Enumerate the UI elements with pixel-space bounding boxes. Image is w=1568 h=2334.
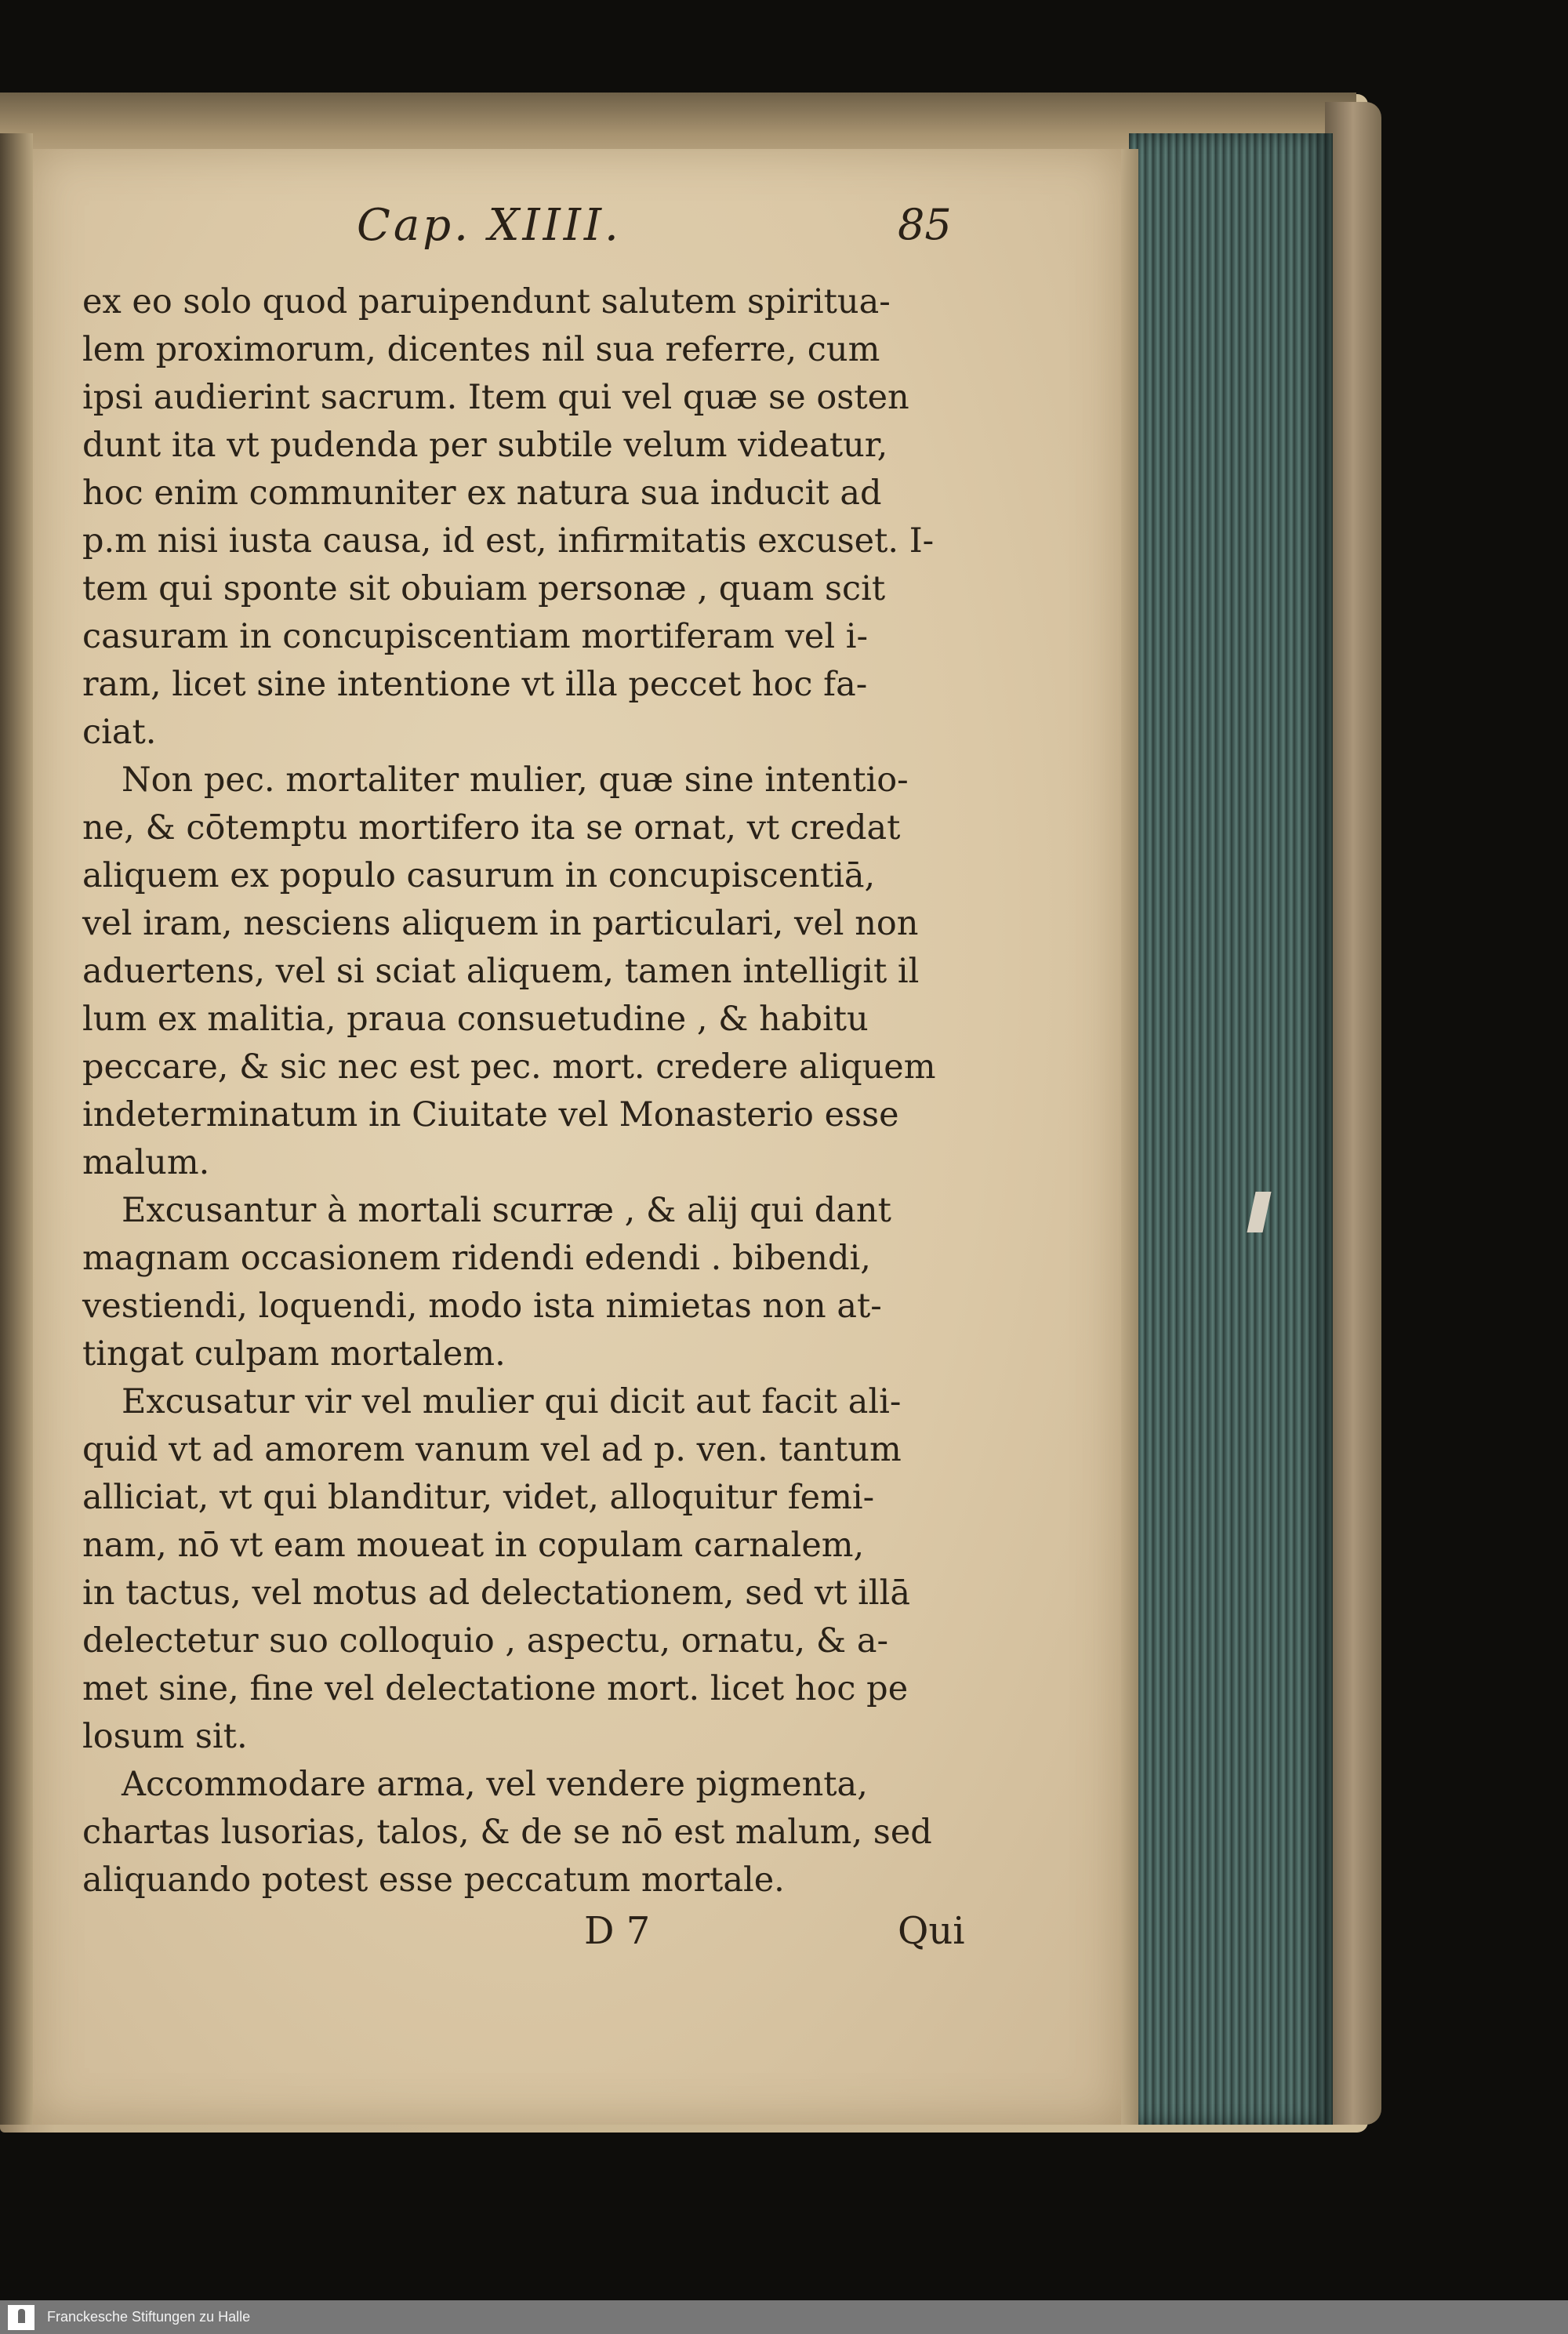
text-line: peccare, & sic nec est pec. mort. credere aliquem — [82, 1047, 936, 1087]
binding-edge — [0, 133, 33, 2125]
text-line: chartas lusorias, talos, & de se nō est malum, sed — [82, 1813, 932, 1852]
chapter-heading: Cap. XIIII. — [357, 200, 622, 251]
text-line: tem qui sponte sit obuiam personæ , quam scit — [82, 569, 886, 608]
text-line: ipsi audierint sacrum. Item qui vel quæ se osten — [82, 378, 909, 417]
page-number: 85 — [898, 200, 952, 249]
text-line: dunt ita vt pudenda per subtile velum videatur, — [82, 426, 888, 465]
text-line: Excusantur à mortali scurræ , & alij qui dant — [122, 1191, 891, 1230]
text-line: ex eo solo quod paruipendunt salutem spiritua- — [82, 282, 891, 321]
text-line: aduertens, vel si sciat aliquem, tamen intelligit il — [82, 952, 920, 991]
signature-mark: D 7 — [584, 1909, 651, 1953]
page-footer — [82, 1909, 992, 1972]
text-line: indeterminatum in Ciuitate vel Monasterio esse — [82, 1095, 899, 1134]
text-line: Excusatur vir vel mulier qui dicit aut facit ali- — [122, 1382, 902, 1421]
text-line: aliquem ex populo casurum in concupiscentiā, — [82, 856, 876, 895]
text-line: aliquando potest esse peccatum mortale. — [82, 1860, 785, 1900]
text-line: quid vt ad amorem vanum vel ad p. ven. tantum — [82, 1430, 902, 1469]
text-line: in tactus, vel motus ad delectationem, sed vt illā — [82, 1574, 911, 1613]
text-line: ram, licet sine intentione vt illa peccet hoc fa- — [82, 665, 868, 704]
text-line: Accommodare arma, vel vendere pigmenta, — [122, 1765, 868, 1804]
text-line: alliciat, vt qui blanditur, videt, alloquitur femi- — [82, 1478, 875, 1517]
text-lines — [82, 278, 992, 1904]
text-line: vel iram, nesciens aliquem in particulari, vel non — [82, 904, 919, 943]
text-line: hoc enim communiter ex natura sua inducit ad — [82, 474, 882, 513]
text-line: ciat. — [82, 713, 157, 752]
text-line: p.m nisi iusta causa, id est, infirmitatis excuset. I- — [82, 521, 935, 561]
text-line: Non pec. mortaliter mulier, quæ sine intentio- — [122, 760, 909, 800]
text-line: tingat culpam mortalem. — [82, 1334, 506, 1374]
text-line: vestiendi, loquendi, modo ista nimietas non at- — [82, 1287, 882, 1326]
back-cover — [1325, 102, 1381, 2125]
text-line: magnam occasionem ridendi edendi . bibendi, — [82, 1239, 871, 1278]
text-line: nam, nō vt eam moueat in copulam carnalem, — [82, 1526, 865, 1565]
text-line: casuram in concupiscentiam mortiferam vel i- — [82, 617, 869, 656]
library-logo-icon — [18, 2309, 25, 2323]
text-line: met sine, fine vel delectatione mort. licet hoc pe — [82, 1669, 909, 1708]
text-line: delectetur suo colloquio , aspectu, ornatu, & a- — [82, 1621, 888, 1661]
catchword: Qui — [898, 1909, 965, 1953]
stacked-page-edges — [1129, 133, 1333, 2125]
text-line: lum ex malitia, praua consuetudine , & habitu — [82, 1000, 869, 1039]
text-line: losum sit. — [82, 1717, 248, 1756]
text-line: malum. — [82, 1143, 210, 1182]
text-line: lem proximorum, dicentes nil sua referre, cum — [82, 330, 880, 369]
library-name: Franckesche Stiftungen zu Halle — [47, 2309, 251, 2325]
library-logo — [8, 2305, 34, 2330]
page-text — [82, 200, 992, 1972]
library-footer-bar — [0, 2300, 1568, 2334]
text-line: ne, & cōtemptu mortifero ita se ornat, vt credat — [82, 808, 901, 848]
running-head — [82, 200, 992, 278]
